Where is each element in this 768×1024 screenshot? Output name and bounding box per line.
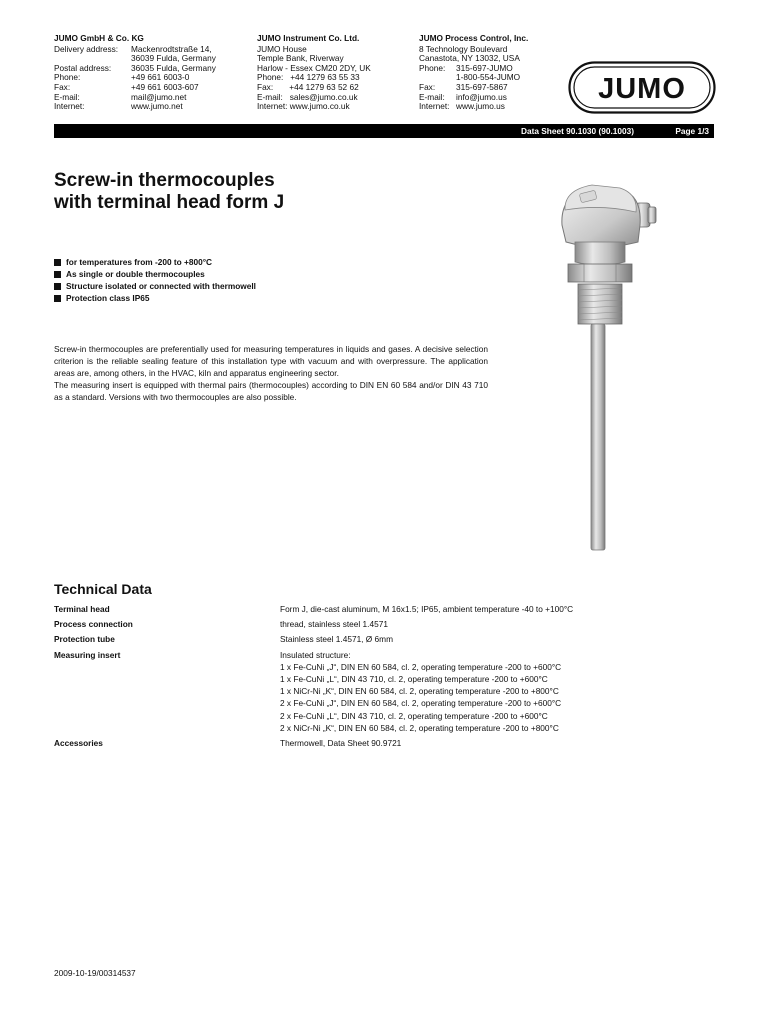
address-usa <box>419 34 528 112</box>
fax-value: +49 661 6003-607 <box>131 81 199 92</box>
company-name: JUMO Instrument Co. Ltd. <box>257 33 360 43</box>
table-row <box>54 603 700 615</box>
feature-item <box>54 268 256 280</box>
datasheet-header-bar <box>54 124 714 138</box>
feature-text: As single or double thermocouples <box>66 269 205 279</box>
row-label: Accessories <box>54 738 103 749</box>
feature-item <box>54 280 256 292</box>
email-label: E-mail: <box>419 91 445 102</box>
delivery-line: Mackenrodtstraße 14, <box>131 43 212 54</box>
table-row <box>54 649 700 734</box>
phone-value: 1-800-554-JUMO <box>456 72 521 83</box>
row-value: 1 x NiCr-Ni „K“, DIN EN 60 584, cl. 2, operating temperature -200 to +800°C <box>280 686 559 697</box>
email-link[interactable]: info@jumo.us <box>456 91 507 102</box>
technical-data-heading: Technical Data <box>54 581 152 597</box>
feature-text: Structure isolated or connected with thermowell <box>66 281 256 291</box>
table-row <box>54 737 700 749</box>
row-value: 1 x Fe-CuNi „J“, DIN EN 60 584, cl. 2, operating temperature -200 to +600°C <box>280 661 562 672</box>
feature-text: Protection class IP65 <box>66 293 150 303</box>
bullet-square-icon <box>54 271 61 278</box>
row-value: 2 x Fe-CuNi „L“, DIN 43 710, cl. 2, operating temperature -200 to +600°C <box>280 710 548 721</box>
address-line: JUMO House <box>257 43 307 54</box>
row-value: Thermowell, Data Sheet 90.9721 <box>280 738 402 749</box>
feature-item <box>54 256 256 268</box>
address-germany <box>54 34 216 112</box>
intro-text <box>54 343 488 403</box>
website-link[interactable]: Internet: www.jumo.co.uk <box>257 101 350 112</box>
website-link[interactable]: www.jumo.us <box>456 101 505 112</box>
feature-list <box>54 256 256 304</box>
email-link[interactable]: E-mail: sales@jumo.co.uk <box>257 91 358 102</box>
phone-value: +49 661 6003-0 <box>131 72 190 83</box>
phone-label: Phone: <box>419 62 446 73</box>
bullet-square-icon <box>54 259 61 266</box>
document-title <box>54 170 284 214</box>
jumo-logo <box>568 61 716 114</box>
logo-text: JUMO <box>598 73 686 105</box>
email-label: E-mail: <box>54 91 80 102</box>
address-line: Temple Bank, Riverway <box>257 53 344 64</box>
row-label: Protection tube <box>54 634 115 645</box>
website-link[interactable]: www.jumo.net <box>131 101 183 112</box>
phone-value: 315-697-JUMO <box>456 62 513 73</box>
internet-label: Internet: <box>54 101 85 112</box>
phone-line: Phone: +44 1279 63 55 33 <box>257 72 360 83</box>
row-value: Insulated structure: <box>280 649 351 660</box>
fax-label: Fax: <box>419 81 436 92</box>
address-uk <box>257 34 371 112</box>
company-name: JUMO Process Control, Inc. <box>419 33 529 43</box>
row-value: thread, stainless steel 1.4571 <box>280 619 388 630</box>
datasheet-number: Data Sheet 90.1030 (90.1003) <box>520 126 634 136</box>
title-line: Screw-in thermocouples <box>54 170 275 191</box>
table-row <box>54 633 700 645</box>
technical-data-table <box>54 603 700 752</box>
row-value: 2 x NiCr-Ni „K“, DIN EN 60 584, cl. 2, operating temperature -200 to +800°C <box>280 722 559 733</box>
bullet-square-icon <box>54 283 61 290</box>
fax-label: Fax: <box>54 81 71 92</box>
row-value: Form J, die-cast aluminum, M 16x1.5; IP65, ambient temperature -40 to +100°C <box>280 604 574 614</box>
email-link[interactable]: mail@jumo.net <box>131 91 187 102</box>
address-line: Canastota, NY 13032, USA <box>419 53 520 64</box>
feature-text: for temperatures from -200 to +800°C <box>66 257 213 267</box>
row-value: 2 x Fe-CuNi „J“, DIN EN 60 584, cl. 2, operating temperature -200 to +600°C <box>280 698 562 709</box>
fax-value: 315-697-5867 <box>456 81 508 92</box>
postal-value: 36035 Fulda, Germany <box>131 62 216 73</box>
row-value: Stainless steel 1.4571, Ø 6mm <box>280 634 393 645</box>
page-indicator: Page 1/3 <box>675 126 709 136</box>
company-name: JUMO GmbH & Co. KG <box>54 33 144 43</box>
feature-item <box>54 292 256 304</box>
intro-paragraph: Screw-in thermocouples are preferentially used for measuring temperatures in liquids and gases. A decisive selection criterion is the reliable sealing feature of this installation type with vacuum and with overpressure. The application areas are, among others, in the HVAC, kiln and apparatus engineering sector. <box>54 344 488 378</box>
phone-label: Phone: <box>54 72 81 83</box>
delivery-line: 36039 Fulda, Germany <box>131 53 216 64</box>
internet-label: Internet: <box>419 101 450 112</box>
row-label: Measuring insert <box>54 649 121 660</box>
title-line: with terminal head form J <box>54 192 285 213</box>
footer-code: 2009-10-19/00314537 <box>54 968 136 978</box>
address-line: 8 Technology Boulevard <box>419 43 508 54</box>
table-row <box>54 618 700 630</box>
row-value: 1 x Fe-CuNi „L“, DIN 43 710, cl. 2, operating temperature -200 to +600°C <box>280 674 548 685</box>
row-label: Process connection <box>54 619 133 630</box>
delivery-label: Delivery address: <box>54 43 119 54</box>
thermocouple-product-image <box>540 180 680 555</box>
postal-label: Postal address: <box>54 62 112 73</box>
intro-paragraph: The measuring insert is equipped with thermal pairs (thermocouples) according to DIN EN 60 584 and/or DIN 43 710 as a standard. Versions with two thermocouples are also possible. <box>54 380 488 402</box>
row-label: Terminal head <box>54 604 110 614</box>
bullet-square-icon <box>54 295 61 302</box>
fax-line: Fax: +44 1279 63 52 62 <box>257 81 359 92</box>
address-line: Harlow - Essex CM20 2DY, UK <box>257 62 371 73</box>
